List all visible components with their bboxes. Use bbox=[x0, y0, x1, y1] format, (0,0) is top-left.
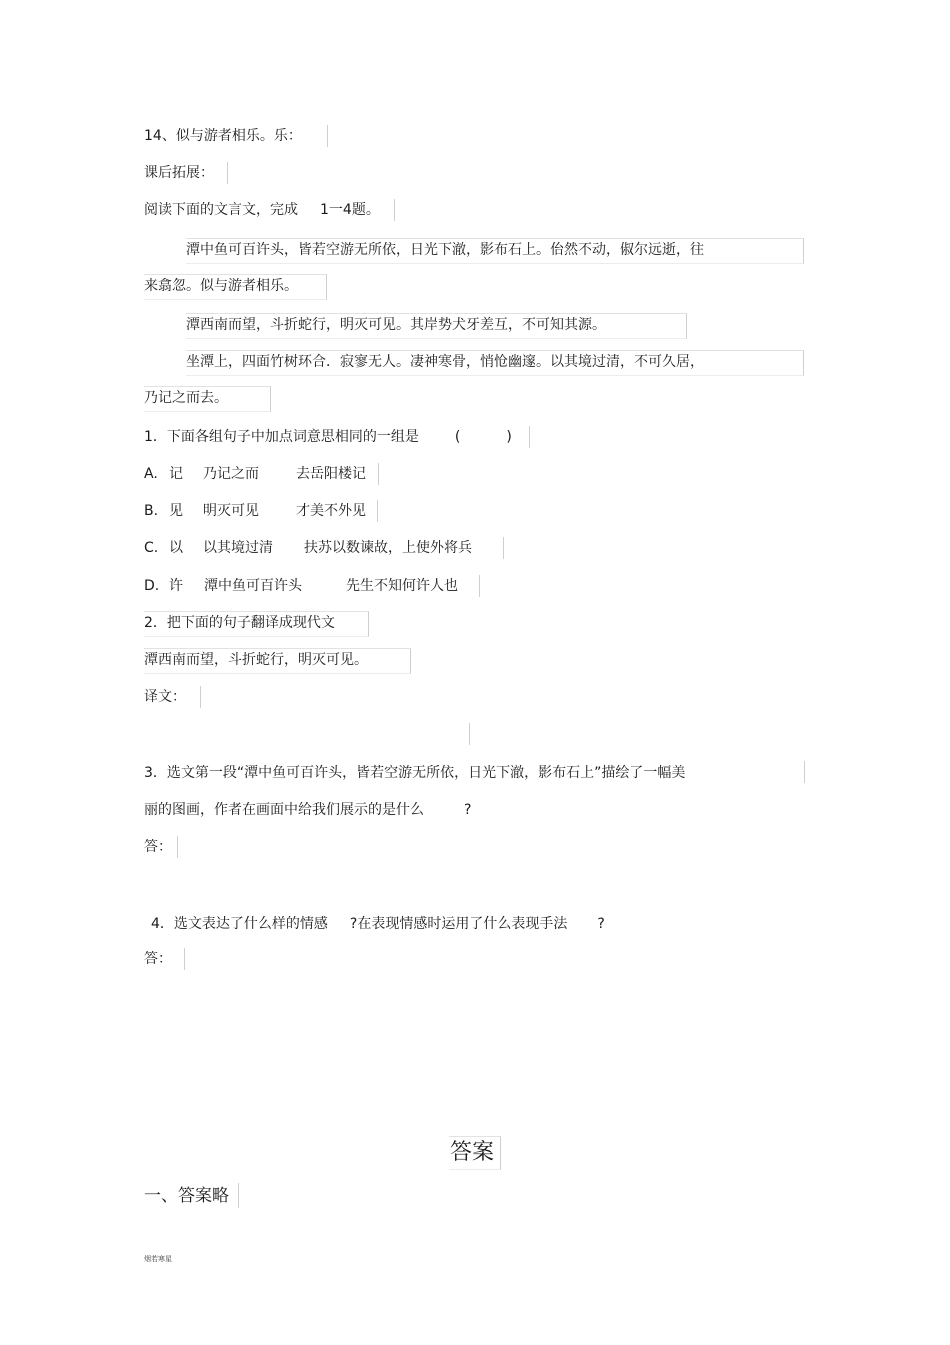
q1-paren-open: ( bbox=[454, 429, 461, 445]
q4-part2: ?在表现情感时运用了什么表现手法 bbox=[349, 916, 568, 932]
option-sentence-2: 扶苏以数谏故，上使外将兵 bbox=[304, 540, 472, 556]
option-sentence-2: 先生不知何许人也 bbox=[346, 578, 458, 594]
q3-answer-label: 答： bbox=[144, 839, 172, 855]
option-letter: D. bbox=[144, 578, 160, 594]
text-box-edge bbox=[227, 162, 228, 184]
instruction-range: 1一4题。 bbox=[320, 202, 380, 218]
option-sentence-1: 乃记之而 bbox=[203, 466, 259, 482]
page-footer: 烟若寒星 bbox=[144, 1255, 172, 1263]
passage-p2: 潭西南而望，斗折蛇行，明灭可见。其岸势犬牙差互，不可知其源。 bbox=[186, 317, 606, 333]
q2-stem: 2．把下面的句子翻译成现代文 bbox=[144, 615, 335, 631]
text-box-edge bbox=[177, 836, 178, 858]
text-box-edge bbox=[804, 761, 805, 783]
q1-option-c bbox=[144, 538, 472, 558]
option-word: 记 bbox=[169, 466, 183, 482]
passage-p3-line2: 乃记之而去。 bbox=[144, 390, 228, 406]
instruction bbox=[144, 200, 380, 220]
text-box-edge bbox=[479, 575, 480, 597]
q1-option-b bbox=[144, 501, 366, 521]
q4-question-mark: ? bbox=[597, 916, 605, 932]
text-box-edge bbox=[378, 463, 379, 485]
text-box-edge bbox=[200, 686, 201, 708]
text-box-edge bbox=[503, 537, 504, 559]
option-word: 许 bbox=[169, 578, 183, 594]
q4-stem bbox=[151, 914, 605, 934]
option-sentence-1: 明灭可见 bbox=[203, 503, 259, 519]
q1-stem-text: 1．下面各组句子中加点词意思相同的一组是 bbox=[144, 429, 419, 445]
option-sentence-1: 潭中鱼可百许头 bbox=[204, 578, 302, 594]
text-box-edge bbox=[184, 948, 185, 970]
text-box-edge bbox=[394, 199, 395, 221]
text-box-edge bbox=[327, 125, 328, 147]
text-box-edge bbox=[377, 500, 378, 522]
passage-p3-line1: 坐潭上，四面竹树环合．寂寥无人。凄神寒骨，悄怆幽邃。以其境过清，不可久居， bbox=[186, 354, 704, 370]
q2-sentence: 潭西南而望，斗折蛇行，明灭可见。 bbox=[144, 652, 368, 668]
option-letter: C. bbox=[144, 540, 159, 556]
option-sentence-2: 才美不外见 bbox=[296, 503, 366, 519]
q1-stem bbox=[144, 427, 512, 447]
q3-line1: 3．选文第一段“潭中鱼可百许头，皆若空游无所依，日光下澈，影布石上”描绘了一幅美 bbox=[144, 765, 686, 781]
option-word: 以 bbox=[169, 540, 183, 556]
option-letter: B. bbox=[144, 503, 159, 519]
instruction-text: 阅读下面的文言文，完成 bbox=[144, 202, 298, 218]
q3-line2-text: 丽的图画，作者在画面中给我们展示的是什么 bbox=[144, 802, 424, 818]
option-word: 见 bbox=[169, 503, 183, 519]
q1-paren-close: ) bbox=[506, 429, 512, 445]
passage-p1-line1: 潭中鱼可百许头，皆若空游无所依，日光下澈，影布石上。佁然不动，俶尔远逝，往 bbox=[186, 242, 704, 258]
answers-title: 答案 bbox=[450, 1140, 495, 1165]
q4-answer-label: 答： bbox=[144, 951, 172, 967]
option-sentence-1: 以其境过清 bbox=[203, 540, 273, 556]
answer-line-marker bbox=[469, 723, 470, 745]
option-sentence-2: 去岳阳楼记 bbox=[296, 466, 366, 482]
passage-p1-line2: 来翕忽。似与游者相乐。 bbox=[144, 278, 298, 294]
answers-section-1: 一、答案略 bbox=[144, 1186, 229, 1206]
q1-option-d bbox=[144, 576, 458, 596]
q2-translation-label: 译文： bbox=[144, 689, 186, 705]
q3-line2 bbox=[144, 800, 471, 820]
option-letter: A. bbox=[144, 466, 158, 482]
extension-label: 课后拓展： bbox=[144, 165, 214, 181]
q3-question-mark: ? bbox=[464, 802, 472, 818]
text-box-edge bbox=[238, 1183, 239, 1208]
text-box-edge bbox=[529, 426, 530, 448]
question-14: 14、似与游者相乐。乐： bbox=[144, 128, 302, 144]
q1-option-a bbox=[144, 464, 366, 484]
q4-part1: 4．选文表达了什么样的情感 bbox=[151, 916, 328, 932]
